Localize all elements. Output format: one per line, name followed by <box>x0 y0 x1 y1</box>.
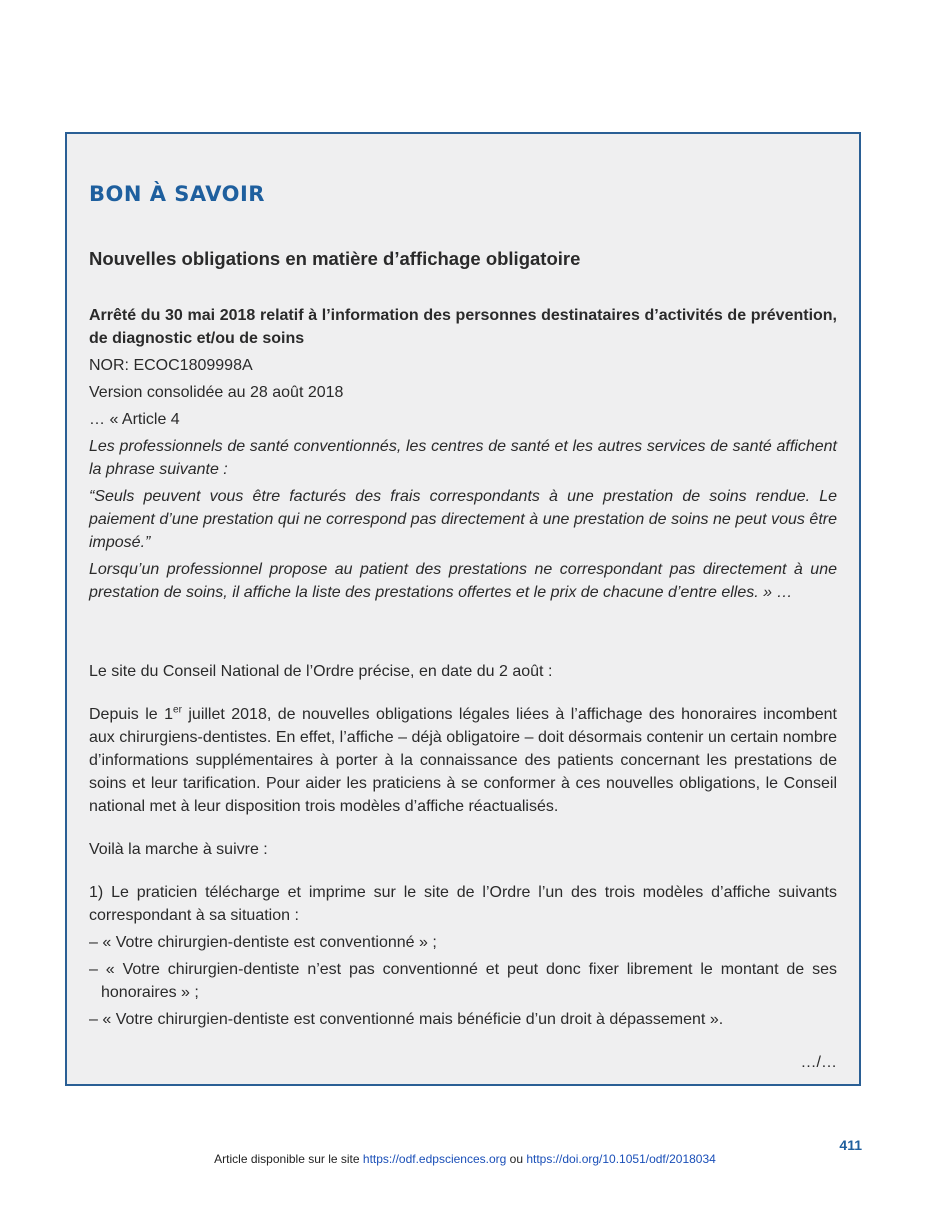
footer <box>0 1152 930 1166</box>
bullet-item-3: – « Votre chirurgien-dentiste est conventionné mais bénéficie d’un droit à dépassement ». <box>89 1011 724 1028</box>
steps-intro: Voilà la marche à suivre : <box>89 841 268 858</box>
para-start: Depuis le 1 <box>89 706 174 723</box>
bullet-item-1: – « Votre chirurgien-dentiste est conventionné » ; <box>89 934 437 951</box>
nor-reference: NOR: ECOC1809998A <box>89 357 253 374</box>
para-rest: juillet 2018, de nouvelles obligations légales liées à l’affichage des honoraires incombent aux chirurgiens-dentistes. En effet, l’affiche – déjà obligatoire – doit désormais contenir un certain nombre d’informations supplémentaires à porter à la connaissance des patients concernant les prestations de soins et leur tarification. Pour aider les praticiens à se conformer à ces nouvelles obligations, le Conseil national met à leur disposition trois modèles d’affiche réactualisés. <box>89 706 838 815</box>
footer-prefix: Article disponible sur le site <box>214 1152 363 1166</box>
article-paragraph-3: Lorsqu’un professionnel propose au patient des prestations ne correspondant pas directement à une prestation de soins, il affiche la liste des prestations offertes et le prix de chacune d’entre elles. » … <box>89 561 837 601</box>
version-line: Version consolidée au 28 août 2018 <box>89 384 344 401</box>
box-heading: BON À SAVOIR <box>89 182 265 206</box>
continued-marker: …/… <box>800 1054 837 1071</box>
para-sup: er <box>173 704 182 716</box>
page-number: 411 <box>839 1137 862 1153</box>
footer-link-doi[interactable]: https://doi.org/10.1051/odf/2018034 <box>526 1152 716 1166</box>
step-1: 1) Le praticien télécharge et imprime sur le site de l’Ordre l’un des trois modèles d’affiche suivants correspondant à sa situation : <box>89 884 837 924</box>
site-intro: Le site du Conseil National de l’Ordre précise, en date du 2 août : <box>89 663 553 680</box>
article-paragraph-1: Les professionnels de santé conventionnés, les centres de santé et les autres services de santé affichent la phrase suivante : <box>89 438 837 478</box>
bullet-item-2: – « Votre chirurgien-dentiste n’est pas conventionné et peut donc fixer librement le montant de ses honoraires » ; <box>89 961 837 1001</box>
decree-title: Arrêté du 30 mai 2018 relatif à l’information des personnes destinataires d’activités de prévention, de diagnostic et/ou de soins <box>89 307 837 347</box>
box-content <box>89 304 837 1074</box>
footer-link-odf[interactable]: https://odf.edpsciences.org <box>362 1152 507 1166</box>
article-label: … « Article 4 <box>89 411 180 428</box>
info-paragraph <box>89 703 837 818</box>
box-subtitle: Nouvelles obligations en matière d’affichage obligatoire <box>89 248 581 269</box>
info-box <box>65 132 861 1086</box>
article-paragraph-2: “Seuls peuvent vous être facturés des frais correspondants à une prestation de soins rendue. Le paiement d’une prestation qui ne correspond pas directement à une prestation de soins ne peut vous être imposé.” <box>89 488 837 551</box>
footer-middle: ou <box>506 1152 527 1166</box>
